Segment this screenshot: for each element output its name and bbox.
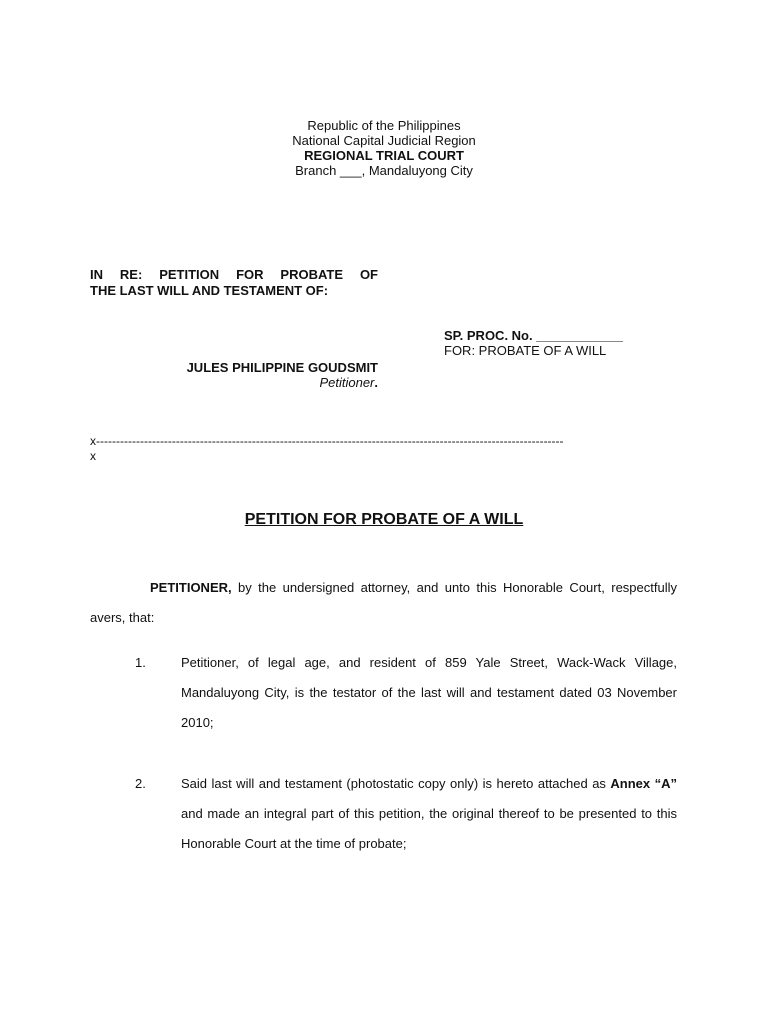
item-2-text-after: and made an integral part of this petition, the original thereof to be presented to this Honorable Court at the time of probate; <box>181 806 677 851</box>
header-court: REGIONAL TRIAL COURT <box>304 148 464 163</box>
party-block <box>154 360 378 390</box>
header-region: National Capital Judicial Region <box>292 133 476 148</box>
caption-divider <box>90 434 680 464</box>
divider-line-1: x--------------------------------------------------------------------------------------------------------------------- <box>90 434 564 448</box>
court-header <box>0 118 768 178</box>
item-1-number: 1. <box>135 655 146 670</box>
case-caption <box>90 267 378 299</box>
caption-line-2: THE LAST WILL AND TESTAMENT OF: <box>90 283 329 298</box>
item-2-annex: Annex “A” <box>610 776 677 791</box>
petitioner-role: Petitioner <box>319 375 375 390</box>
item-2-number: 2. <box>135 776 146 791</box>
intro-lead: PETITIONER, <box>150 580 232 595</box>
petitioner-name: JULES PHILIPPINE GOUDSMIT <box>186 360 378 375</box>
item-2-text <box>181 769 677 859</box>
item-1-text: Petitioner, of legal age, and resident of 859 Yale Street, Wack-Wack Village, Mandaluyong City, is the testator of the last will and testament dated 03 November 2010; <box>181 655 677 730</box>
sp-proc-number: SP. PROC. No. ____________ <box>444 328 623 343</box>
header-branch: Branch ___, Mandaluyong City <box>295 163 473 178</box>
document-title: PETITION FOR PROBATE OF A WILL <box>244 511 524 528</box>
intro-text: by the undersigned attorney, and unto this Honorable Court, respectfully avers, that: <box>90 580 677 625</box>
divider-line-2: x <box>90 449 96 463</box>
header-republic: Republic of the Philippines <box>307 118 461 133</box>
case-for: FOR: PROBATE OF A WILL <box>444 343 607 358</box>
intro-paragraph <box>90 573 677 633</box>
petitioner-role-period: . <box>374 375 378 390</box>
caption-line-1: IN RE: PETITION FOR PROBATE OF <box>90 267 378 282</box>
item-2-text-before: Said last will and testament (photostatic copy only) is hereto attached as <box>181 776 611 791</box>
case-number-block <box>444 328 623 358</box>
